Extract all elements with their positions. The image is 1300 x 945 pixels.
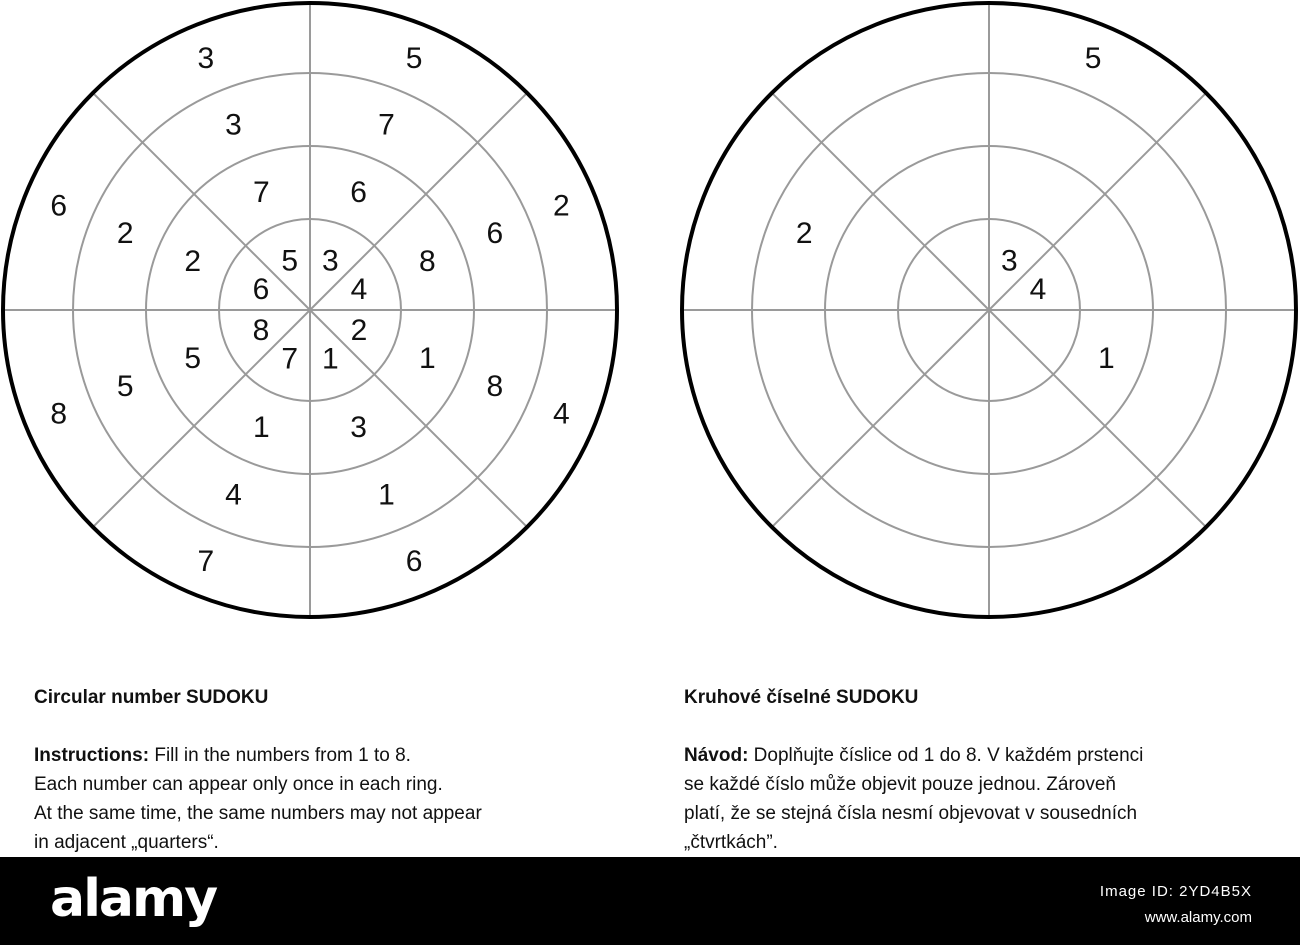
english-title: Circular number SUDOKU <box>34 687 269 708</box>
english-cell-ring1-3: 2 <box>350 313 368 347</box>
czech-line-1-text: Doplňujte číslice od 1 do 8. V každém prstenci <box>748 745 1144 766</box>
czech-cell-ring4-1: 5 <box>1084 42 1102 76</box>
english-cell-ring1-8: 5 <box>281 244 299 278</box>
czech-cell-ring1-2: 4 <box>1029 273 1047 307</box>
english-cell-ring4-4: 6 <box>405 544 423 578</box>
english-divider-6 <box>93 310 310 527</box>
english-cell-ring3-2: 6 <box>486 217 504 250</box>
english-cell-ring2-8: 7 <box>253 176 270 210</box>
english-instructions <box>34 683 644 857</box>
czech-cell-ring3-7: 2 <box>795 217 813 250</box>
english-cell-ring3-7: 2 <box>116 217 134 250</box>
english-cell-ring2-7: 2 <box>184 244 202 278</box>
czech-title: Kruhové číselné SUDOKU <box>684 687 919 708</box>
footer-bar <box>0 857 1300 945</box>
english-cell-ring4-8: 3 <box>197 42 215 76</box>
english-cell-ring4-5: 7 <box>197 544 215 578</box>
english-cell-ring4-7: 6 <box>50 189 68 223</box>
english-cell-ring3-5: 4 <box>225 478 242 512</box>
english-cell-ring4-1: 5 <box>405 42 423 76</box>
english-line-3: At the same time, the same numbers may not appear <box>34 803 482 824</box>
english-divider-8 <box>93 93 310 310</box>
english-sudoku-board <box>3 3 617 617</box>
english-cell-ring1-1: 3 <box>321 244 339 278</box>
english-line-1-text: Fill in the numbers from 1 to 8. <box>149 745 411 766</box>
english-line-1 <box>34 741 644 770</box>
english-cell-ring3-8: 3 <box>225 108 242 142</box>
english-cell-ring4-6: 8 <box>50 397 68 431</box>
english-cell-ring4-3: 4 <box>552 397 570 431</box>
czech-line-1 <box>684 741 1284 770</box>
english-line-2: Each number can appear only once in each ring. <box>34 774 443 795</box>
english-cell-ring2-5: 1 <box>253 410 270 444</box>
english-cell-ring2-1: 6 <box>350 176 367 210</box>
czech-cell-ring1-1: 3 <box>1000 244 1018 278</box>
english-cell-ring2-6: 5 <box>184 342 202 376</box>
czech-cell-ring2-3: 1 <box>1097 342 1115 376</box>
english-cell-ring1-7: 6 <box>252 273 270 307</box>
czech-line-3: platí, že se stejná čísla nesmí objevovat v sousedních <box>684 803 1138 824</box>
alamy-logo: alamy <box>50 869 217 929</box>
english-cell-ring2-3: 1 <box>418 342 436 376</box>
czech-line-2: se každé číslo může objevit pouze jednou. Zároveň <box>684 774 1116 795</box>
english-cell-ring1-5: 7 <box>281 342 299 376</box>
english-cell-ring1-2: 4 <box>350 273 368 307</box>
czech-line-4: „čtvrtkách”. <box>684 832 778 853</box>
english-cell-ring1-4: 1 <box>321 342 339 376</box>
czech-divider-2 <box>989 93 1206 310</box>
czech-instructions <box>684 683 1284 857</box>
english-line-4: in adjacent „quarters“. <box>34 832 219 853</box>
english-cell-ring1-6: 8 <box>252 313 270 347</box>
english-cell-ring3-6: 5 <box>116 370 134 403</box>
english-cell-ring2-4: 3 <box>350 410 367 444</box>
image-id-label: Image ID: 2YD4B5X <box>1099 883 1252 900</box>
site-url: www.alamy.com <box>1144 909 1252 926</box>
czech-sudoku-board <box>682 3 1296 617</box>
english-cell-ring3-4: 1 <box>378 478 395 512</box>
english-cell-ring4-2: 2 <box>552 189 570 223</box>
czech-divider-8 <box>772 93 989 310</box>
english-cell-ring3-3: 8 <box>486 370 504 403</box>
czech-divider-6 <box>772 310 989 527</box>
czech-label: Návod: <box>684 745 749 766</box>
english-cell-ring2-2: 8 <box>418 244 436 278</box>
english-label: Instructions: <box>34 745 150 766</box>
english-cell-ring3-1: 7 <box>378 108 395 142</box>
